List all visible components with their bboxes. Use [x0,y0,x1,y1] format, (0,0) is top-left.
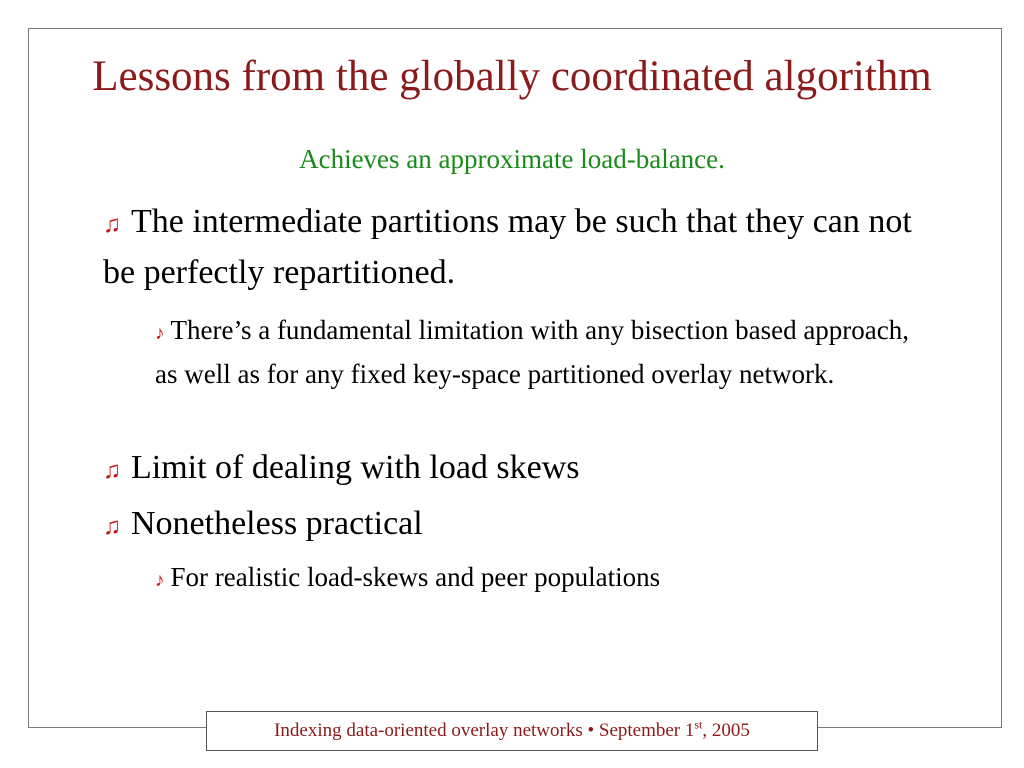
double-note-icon: ♫ [103,514,121,540]
bullet-text: Limit of dealing with load skews [131,449,580,486]
sub-bullet-text: For realistic load-skews and peer populations [170,562,661,592]
slide-subtitle: Achieves an approximate load-balance. [299,144,725,174]
sub-bullet-text: There’s a fundamental limitation with any bisection based approach, as well as for any fixed key-space partitioned overlay network. [155,315,910,389]
bullet-item [103,500,943,551]
sub-bullet-item [155,557,915,601]
bullet-item [103,444,943,495]
double-note-icon: ♫ [103,212,121,238]
footer-text: Indexing data-oriented overlay networks • September 1 [274,720,695,741]
single-note-icon: ♪ [155,570,165,591]
footer [206,711,818,751]
footer-date-year: , 2005 [702,720,750,741]
slide-title: Lessons from the globally coordinated algorithm [92,53,932,100]
double-note-icon: ♫ [103,458,121,484]
bullet-text: The intermediate partitions may be such that they can not be perfectly repartitioned. [103,203,912,291]
footer-superscript: st [694,717,703,732]
bullet-text: Nonetheless practical [131,505,423,542]
bullet-item [103,198,943,297]
sub-bullet-item [155,310,915,395]
single-note-icon: ♪ [155,323,165,344]
